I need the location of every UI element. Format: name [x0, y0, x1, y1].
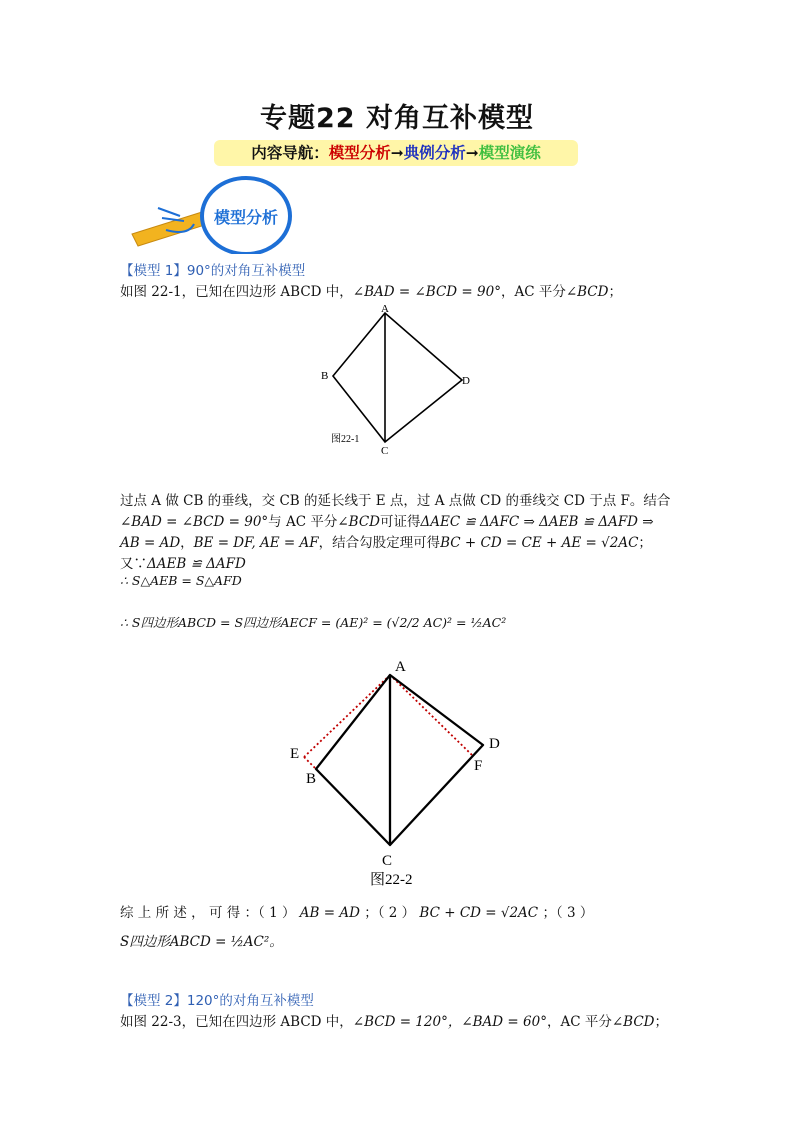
- intro-text: ；: [654, 1014, 668, 1030]
- formula: ∠BCD: [337, 514, 380, 530]
- page-title: 专题22 对角互补模型: [260, 103, 534, 134]
- section1-intro: [120, 280, 622, 300]
- intro-text: 如图 22-1，已知在四边形 ABCD 中，: [120, 284, 353, 300]
- text: ；: [638, 535, 652, 551]
- proof-line-3: [120, 531, 652, 551]
- vertex-label-b: B: [321, 370, 329, 382]
- intro-text: ；: [608, 284, 622, 300]
- nav-prefix: 内容导航：: [251, 144, 329, 162]
- text: ；（ 3 ）: [542, 905, 594, 921]
- pencil-icon: [132, 212, 208, 246]
- nav-arrow-icon: ➞: [465, 144, 479, 162]
- formula: ΔAEB ≌ ΔAFD: [147, 556, 246, 572]
- section1-heading: 【模型 1】90°的对角互补模型: [120, 263, 306, 279]
- formula: AB = AD: [299, 905, 360, 921]
- summary-line-1: [120, 901, 593, 921]
- intro-formula: ∠BAD = ∠BCD = 90°: [352, 284, 501, 300]
- text: 综 上 所 述 ， 可 得 ：（ 1 ）: [120, 905, 296, 921]
- nav-item-model-practice: 模型演练: [478, 144, 541, 162]
- proof-line-6: ∴ S四边形ABCD = S四边形AECF = (AE)² = (√2/2 AC)² = ½AC²: [120, 615, 507, 630]
- vertex-label-b: B: [306, 771, 317, 787]
- nav-arrow-icon: ➞: [390, 144, 404, 162]
- content-navigation: [214, 140, 578, 166]
- section2-heading: 【模型 2】120°的对角互补模型: [120, 993, 314, 1009]
- vertex-label-d: D: [489, 736, 500, 752]
- formula: BC + CD = CE + AE = √2AC: [440, 535, 639, 551]
- intro-text: 如图 22-3，已知在四边形 ABCD 中，: [120, 1014, 353, 1030]
- proof-line-2: [120, 510, 654, 530]
- intro-formula: ∠BCD = 120°，∠BAD = 60°: [352, 1014, 547, 1030]
- text: ；（ 2 ）: [364, 905, 416, 921]
- nav-item-example-analysis: 典例分析: [403, 144, 466, 162]
- intro-formula: ∠BCD: [565, 284, 609, 300]
- proof-line-5: ∴ S△AEB = S△AFD: [120, 573, 242, 588]
- figure-22-2: [280, 655, 520, 890]
- formula: BE = DF, AE = AF: [193, 535, 319, 551]
- text: ，: [180, 535, 194, 551]
- summary-line-2: S四边形ABCD = ½AC²。: [120, 934, 283, 950]
- logo-label: 模型分析: [213, 208, 279, 227]
- intro-formula: ∠BCD: [611, 1014, 655, 1030]
- vertex-label-a: A: [395, 659, 406, 675]
- nav-item-model-analysis: 模型分析: [328, 144, 391, 162]
- text: 又∵: [120, 556, 147, 572]
- vertex-label-e: E: [290, 746, 300, 762]
- model-analysis-logo: [128, 174, 296, 254]
- formula: ∠BAD = ∠BCD = 90°: [120, 514, 269, 530]
- text: ，结合勾股定理可得: [318, 535, 441, 551]
- vertex-label-f: F: [474, 758, 483, 774]
- intro-text: ，AC 平分: [500, 284, 566, 300]
- vertex-label-a: A: [381, 303, 389, 315]
- intro-text: ，AC 平分: [546, 1014, 612, 1030]
- text: 可证得: [379, 514, 421, 530]
- figure-caption: 图22-2: [370, 872, 413, 888]
- figure-caption: 图22-1: [331, 434, 360, 445]
- vertex-label-c: C: [381, 445, 389, 457]
- section2-intro: [120, 1010, 668, 1030]
- formula: ΔAEC ≌ ΔAFC ⇒ ΔAEB ≌ ΔAFD ⇒: [420, 514, 654, 530]
- text: 与 AC 平分: [268, 514, 338, 530]
- figure-22-1: [315, 300, 485, 460]
- proof-line-1: 过点 A 做 CB 的垂线，交 CB 的延长线于 E 点，过 A 点做 CD 的垂线交 CD 于点 F。结合: [120, 493, 671, 509]
- vertex-label-d: D: [462, 375, 470, 387]
- proof-line-4: [120, 552, 246, 572]
- vertex-label-c: C: [382, 853, 393, 869]
- formula: AB = AD: [120, 535, 181, 551]
- formula: BC + CD = √2AC: [419, 905, 539, 921]
